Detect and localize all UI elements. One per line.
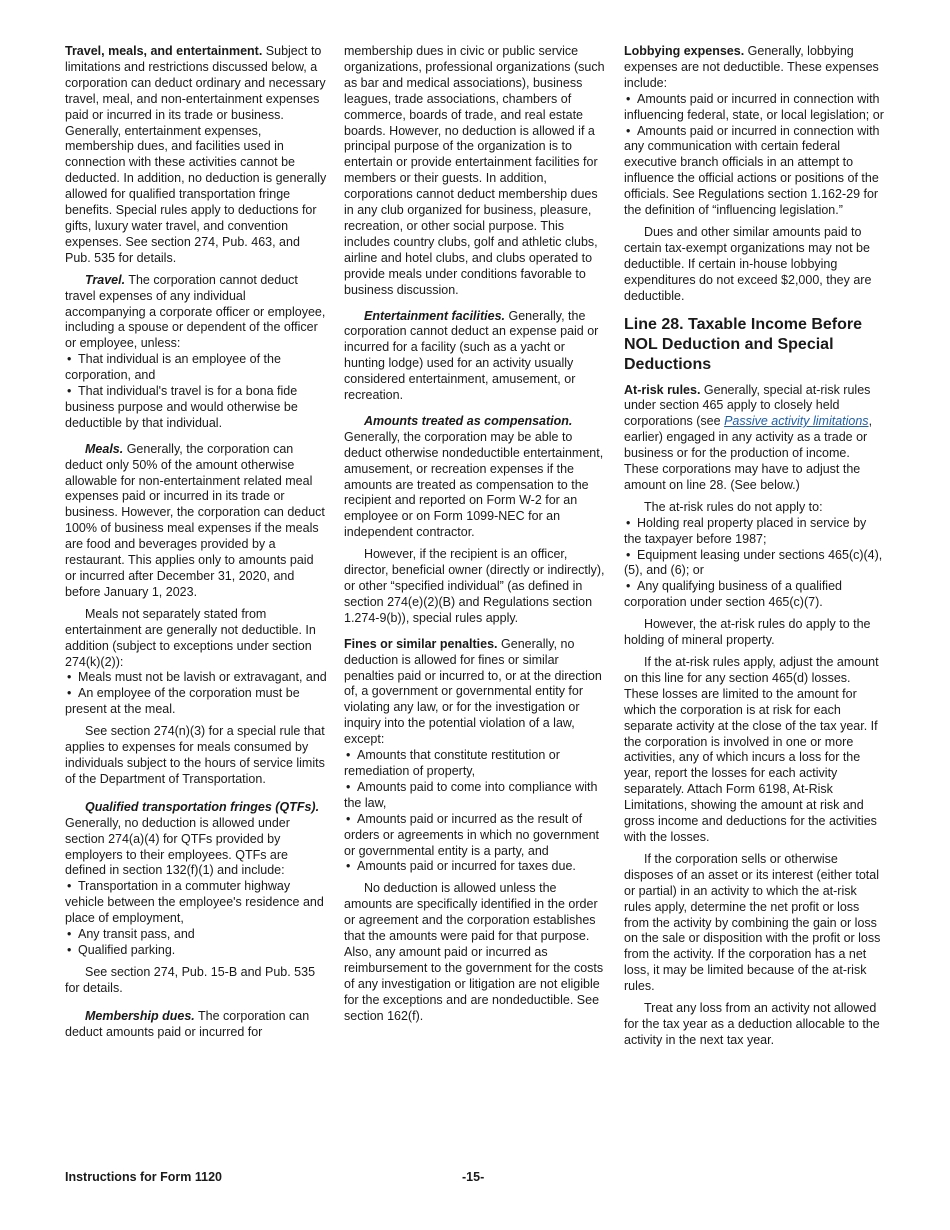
text-meals-body: Generally, the corporation can deduct only 50% of the amount otherwise allowable for non-entertainment related meal expenses paid or incurred in its trade or business. However, the corporation can deduct 100% of business meal expenses if the meals are food and beverages provided by a restaurant. This applies only to amounts paid or incurred after December 31, 2020, and before January 1, 2023. [65, 441, 325, 599]
paragraph-dues-continued: membership dues in civic or public service organizations, professional organizations (such as bar and medical associations), business leagues, trade associations, chambers of commerce, boards of trade, and real estate boards. However, no deduction is allowed if a principal purpose of the organization is to entertain or provide entertainment facilities for members or their guests. In addition, corporations cannot deduct membership dues in any club organized for business, pleasure, recreation, or other social purpose. This includes country clubs, golf and athletic clubs, airline and hotel clubs, and clubs operated to provide meals under conditions favorable to business discussion. [344, 44, 605, 297]
column-right [624, 44, 886, 1055]
text-fines-body: Generally, no deduction is allowed for fines or similar penalties paid or incurred to, or at the direction of, a government or governmental entity for violating any law, or for the investigation or inquiry into the potential violation of a law, except: [344, 636, 602, 747]
paragraph-entertainment-facilities [344, 309, 606, 404]
heading-travel-meals-entertainment: Travel, meals, and entertainment. [65, 44, 263, 58]
paragraph-fines-2: No deduction is allowed unless the amounts are specifically identified in the order or agreement and the corporation establishes that the amounts were paid for that purpose. Also, any amount paid or incurred as reimbursement to the government for the costs of any investigation or litigation are not eligible for the exceptions and are nondeductible. See section 162(f). [344, 881, 604, 1023]
heading-fines: Fines or similar penalties. [344, 636, 498, 651]
list-item: • Transportation in a commuter highway vehicle between the employee's residence and place of employment, [65, 879, 327, 927]
paragraph-meals-3: See section 274(n)(3) for a special rule that applies to expenses for meals consumed by individuals subject to the hours of service limits of the Department of Transportation. [65, 724, 325, 786]
text-dues-body: The corporation can deduct amounts paid or incurred for [65, 1008, 310, 1039]
paragraph-fines [344, 637, 606, 748]
at-risk-bullet-list [624, 516, 886, 611]
list-item: • Amounts paid to come into compliance with the law, [344, 780, 606, 812]
column-left [65, 44, 327, 1046]
footer-page-number: -15- [462, 1170, 485, 1184]
column-middle [344, 44, 606, 1030]
list-item: • Holding real property placed in service by the taxpayer before 1987; [624, 516, 886, 548]
list-item: • Any transit pass, and [65, 927, 327, 943]
heading-travel: Travel. [85, 272, 126, 287]
fines-bullet-list [344, 748, 606, 875]
text-qtf-body: Generally, no deduction is allowed under section 274(a)(4) for QTFs provided by employers to their employees. QTFs are defined in section 132(f)(1) and include: [65, 815, 290, 878]
paragraph-compensation-2: However, if the recipient is an officer, director, beneficial owner (directly or indirectly), or other “specified individual” (as defined in section 274(e)(2)(B) and Regulations section 1.274-9(b)), special rules apply. [344, 547, 605, 625]
qtf-bullet-list [65, 879, 327, 959]
list-item: • Meals must not be lavish or extravagant, and [65, 670, 327, 686]
paragraph-compensation [344, 414, 606, 541]
list-item: • An employee of the corporation must be present at the meal. [65, 686, 327, 718]
list-item: • That individual is an employee of the corporation, and [65, 352, 327, 384]
paragraph-at-risk [624, 383, 886, 494]
text-ef-body: Generally, the corporation cannot deduct an expense paid or incurred for a facility (such as a yacht or hunting lodge) used for an activity usually considered entertainment, amusement, or recreation. [344, 308, 599, 403]
text-atrisk-body-b: , earlier) engaged in any activity as a trade or business or for the production of income. These corporations may have to adjust the amount on line 28. (See below.) [624, 414, 873, 492]
paragraph-at-risk-5: If the corporation sells or otherwise disposes of an asset or its interest (either total or partial) in an activity to which the at-risk rules apply, determine the net profit or loss from the activity by combining the gain or loss on the sale or disposition with the profit or loss from the activity. If the corporation has a net loss, it may be limited because of the at-risk rules. [624, 851, 881, 994]
paragraph-lobbying-2: Dues and other similar amounts paid to certain tax-exempt organizations may not be deductible. If certain in-house lobbying expenditures do not exceed $2,000, they are deductible. [624, 224, 872, 303]
list-item: • Amounts paid or incurred as the result of orders or agreements in which no government or governmental entity is a party, and [344, 812, 606, 860]
text-lobby-body: Generally, lobbying expenses are not deductible. These expenses include: [624, 44, 879, 90]
paragraph-at-risk-3: However, the at-risk rules do apply to the holding of mineral property. [624, 617, 871, 648]
passive-activity-limitations-link[interactable]: Passive activity limitations [724, 414, 869, 429]
paragraph-travel [65, 273, 327, 353]
list-item: • Equipment leasing under sections 465(c)(4), (5), and (6); or [624, 548, 886, 580]
heading-meals: Meals. [85, 441, 124, 456]
list-item: • Amounts that constitute restitution or remediation of property, [344, 748, 606, 780]
list-item: • That individual's travel is for a bona fide business purpose and would otherwise be deductible by that individual. [65, 384, 327, 432]
list-item: • Qualified parking. [65, 943, 327, 959]
heading-entertainment-facilities: Entertainment facilities. [364, 308, 506, 323]
paragraph-qtf-2: See section 274, Pub. 15-B and Pub. 535 for details. [65, 964, 316, 995]
heading-membership-dues: Membership dues. [85, 1008, 195, 1023]
footer-form-title: Instructions for Form 1120 [65, 1170, 222, 1184]
text-tme-body: Subject to limitations and restrictions discussed below, a corporation can deduct ordinary and necessary travel, meal, and non-entertainment expenses paid or incurred in its trade or business. Generally, entertainment expenses, membership dues, and facilities used in connection with these activities cannot be deducted. In addition, no deduction is generally allowed for qualified transportation fringe benefits. Special rules apply to deductions for gifts, luxury water travel, and convention expenses. See section 274, Pub. 463, and Pub. 535 for details. [65, 44, 327, 265]
paragraph-travel-meals-entertainment [65, 44, 327, 267]
heading-lobbying: Lobbying expenses. [624, 44, 745, 58]
lobbying-bullet-list [624, 92, 886, 219]
heading-line-28: Line 28. Taxable Income Before NOL Deduction and Special Deductions [624, 315, 863, 373]
paragraph-lobbying [624, 44, 886, 92]
paragraph-at-risk-6: Treat any loss from an activity not allowed for the tax year as a deduction allocable to the activity in the next tax year. [624, 1001, 880, 1047]
paragraph-meals-2: Meals not separately stated from entertainment are generally not deductible. In addition (subject to exceptions under section 274(k)(2)): [65, 606, 316, 669]
heading-qtf: Qualified transportation fringes (QTFs). [85, 799, 320, 814]
list-item: • Amounts paid or incurred in connection with influencing federal, state, or local legislation; or [624, 92, 886, 124]
paragraph-qtf [65, 800, 327, 880]
heading-at-risk: At-risk rules. [624, 382, 701, 397]
text-comp-body: Generally, the corporation may be able to deduct otherwise nondeductible entertainment, amusement, or recreation expenses if the amounts are treated as compensation to the recipient and reported on Form W-2 for an employee or on Form 1099-NEC for an independent contractor. [344, 429, 604, 540]
meals-bullet-list [65, 670, 327, 718]
list-item: • Amounts paid or incurred for taxes due. [344, 859, 606, 875]
text-travel-body: The corporation cannot deduct travel expenses of any individual accompanying a corporate officer or employee, including a spouse or dependent of the officer or employee, unless: [65, 272, 326, 351]
text-atrisk-body-a: Generally, special at-risk rules under section 465 apply to closely held corporations (see [624, 382, 871, 429]
paragraph-at-risk-4: If the at-risk rules apply, adjust the amount on this line for any section 465(d) losses. These losses are limited to the amount for which the corporation is at risk for each separate activity at the close of the tax year. If the corporation is involved in one or more activities, any of which incurs a loss for the year, report the losses for each activity separately. Attach Form 6198, At-Risk Limitations, showing the amount at risk and gross income and deductions for the activities with the losses. [624, 655, 879, 844]
travel-bullet-list [65, 352, 327, 432]
heading-compensation: Amounts treated as compensation. [364, 413, 573, 428]
paragraph-membership-dues [65, 1009, 327, 1041]
paragraph-meals [65, 442, 327, 601]
paragraph-at-risk-2: The at-risk rules do not apply to: [644, 499, 823, 514]
list-item: • Any qualifying business of a qualified corporation under section 465(c)(7). [624, 579, 886, 611]
list-item: • Amounts paid or incurred in connection with any communication with certain federal executive branch officials in an attempt to influence the official actions or positions of the officials. See Regulations section 1.162-29 for the definition of “influencing legislation.” [624, 124, 886, 219]
